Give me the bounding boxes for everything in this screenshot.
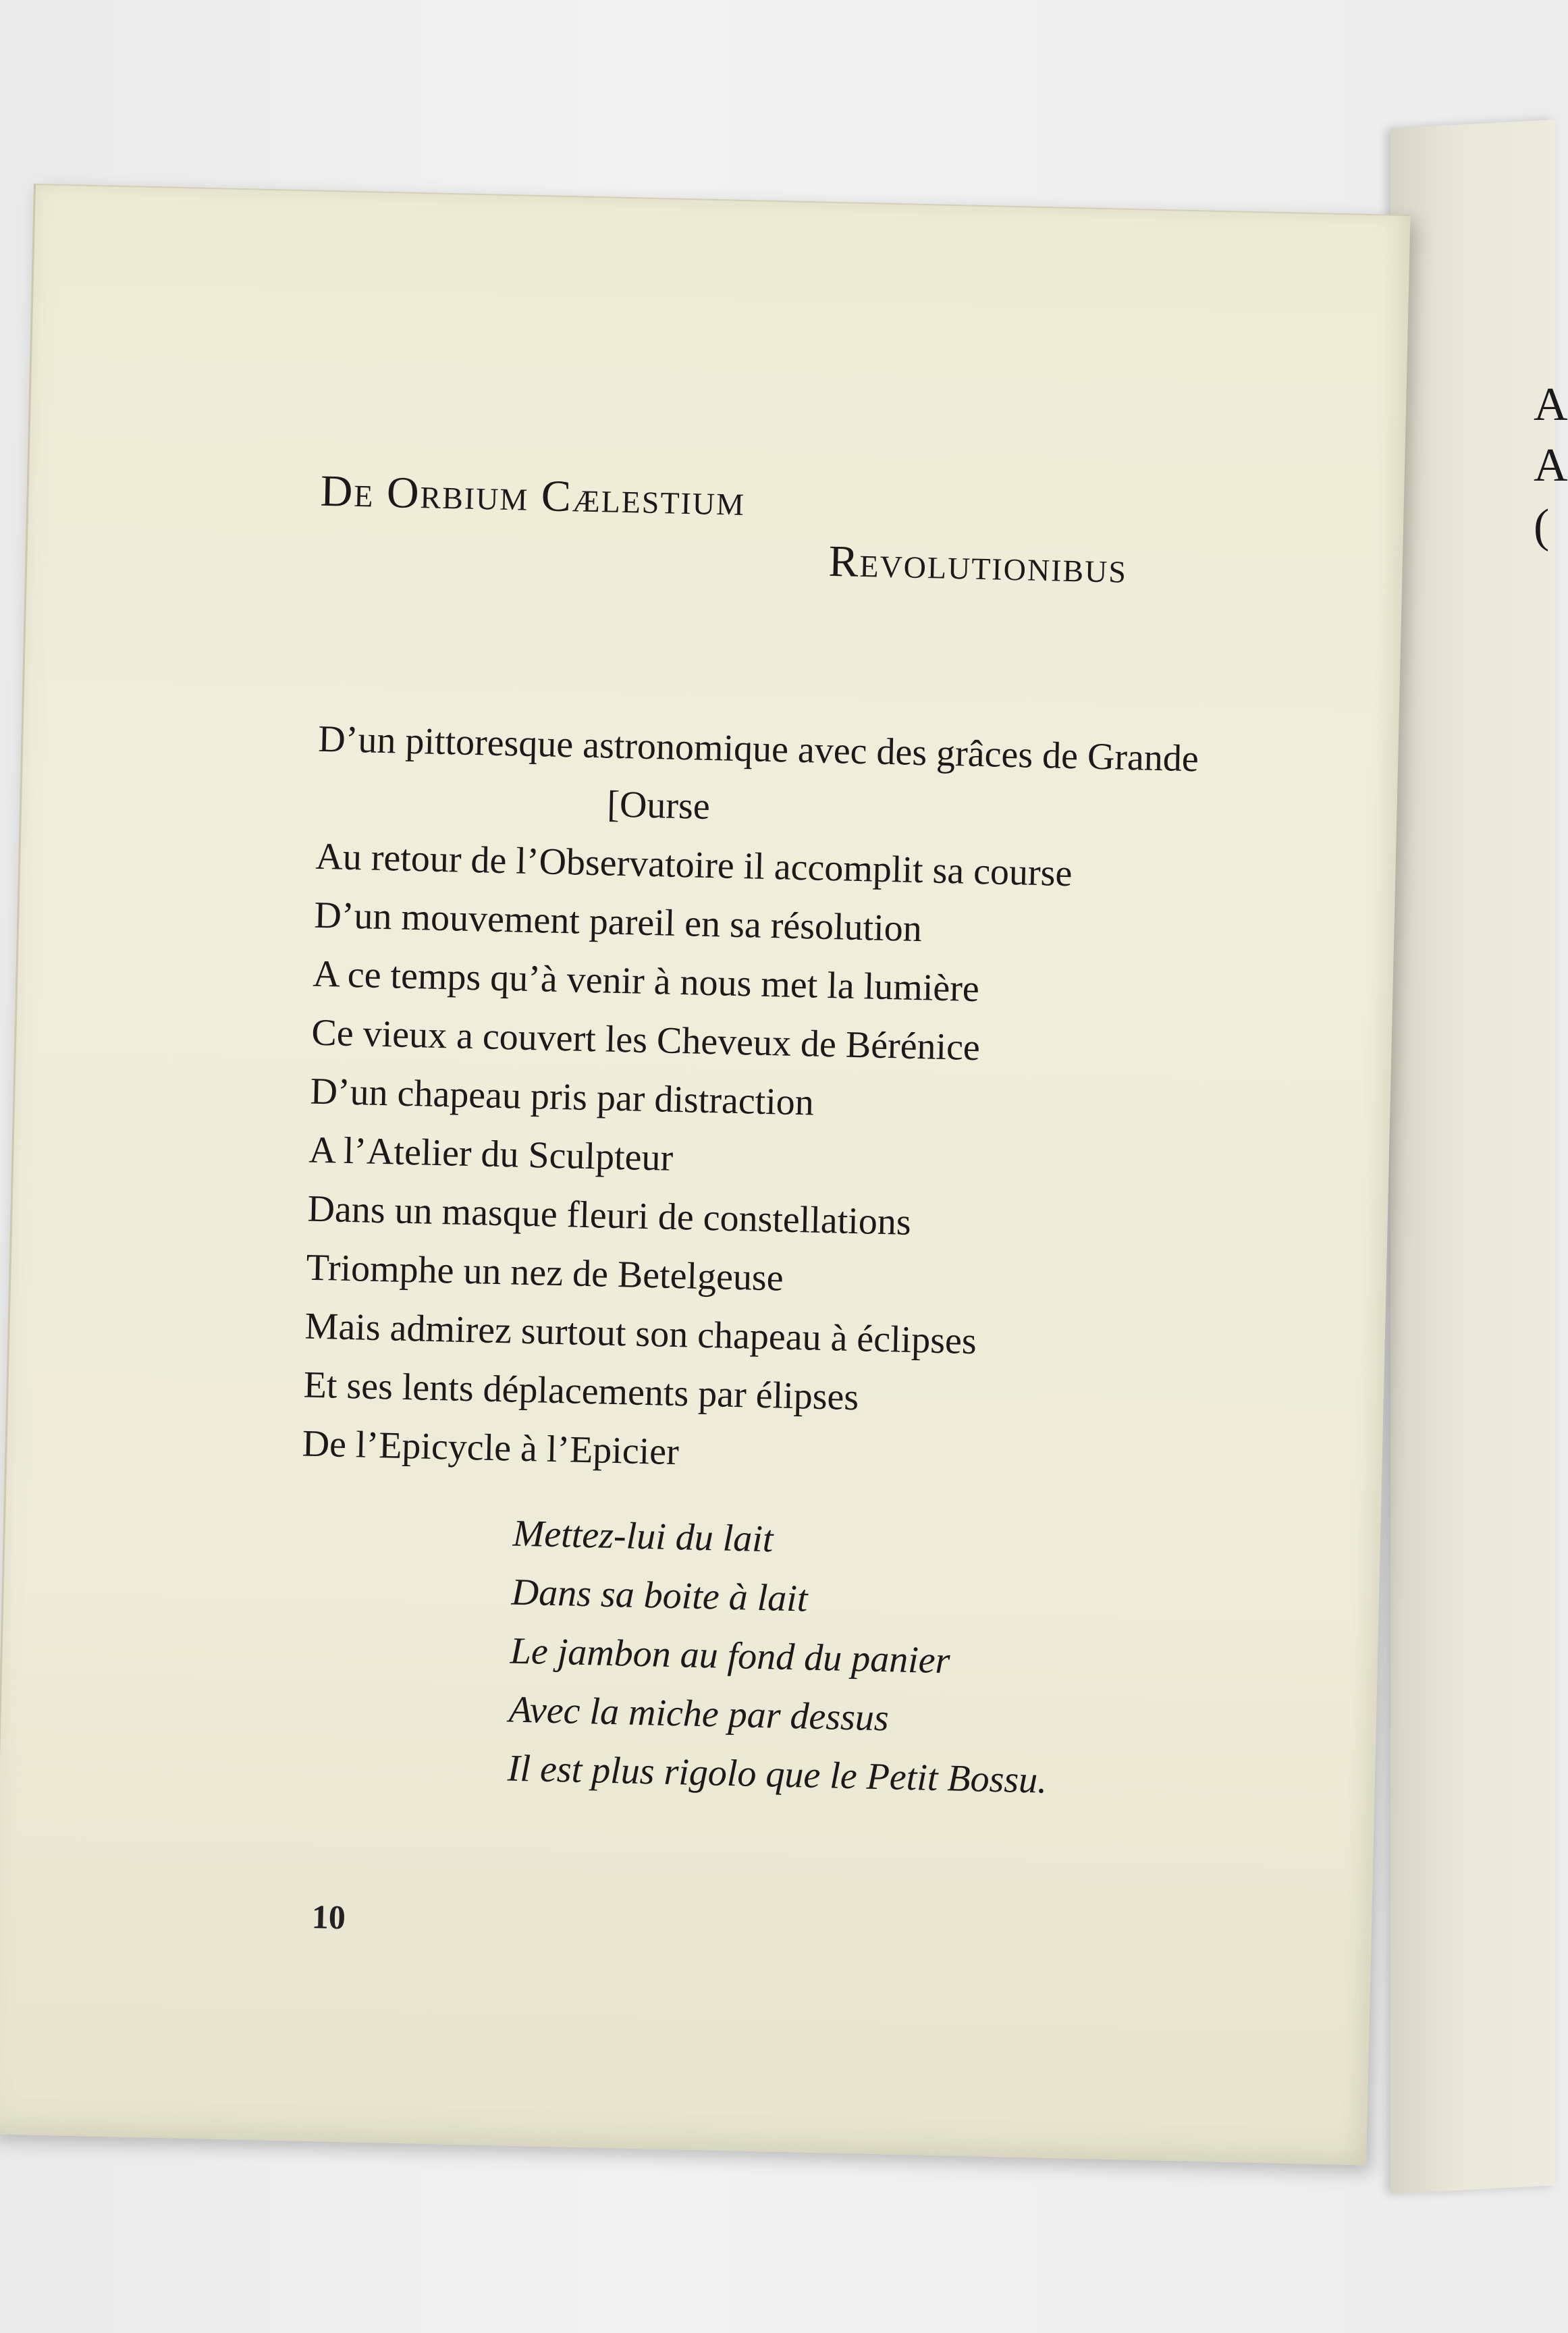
poem-line: Mais admirez surtout son chapeau à éclipses bbox=[304, 1305, 977, 1363]
poem-line-continuation: [Ourse bbox=[606, 783, 711, 828]
poem-stanza bbox=[302, 710, 1199, 1493]
poem-title-line-2 bbox=[828, 536, 1128, 594]
title-text: De Orbium Cælestium bbox=[319, 466, 746, 526]
poem-line: D’un mouvement pareil en sa résolution bbox=[313, 894, 923, 950]
page-number: 10 bbox=[311, 1898, 346, 1937]
poem-title-line-1 bbox=[320, 466, 746, 527]
title-text: Revolutionibus bbox=[828, 536, 1128, 593]
book-page bbox=[0, 184, 1410, 2166]
facing-page-letter: A bbox=[1534, 379, 1568, 431]
refrain-line: Dans sa boite à lait bbox=[511, 1571, 809, 1620]
poem-line: Triomphe un nez de Betelgeuse bbox=[305, 1246, 784, 1299]
poem-refrain bbox=[507, 1505, 1053, 1811]
poem-line: Et ses lents déplacements par élipses bbox=[303, 1364, 859, 1419]
refrain-line: Avec la miche par dessus bbox=[508, 1688, 890, 1740]
refrain-line: Le jambon au fond du panier bbox=[510, 1630, 951, 1682]
facing-page-letter: ( bbox=[1534, 500, 1550, 552]
poem-line: D’un chapeau pris par distraction bbox=[309, 1070, 815, 1124]
poem-line: Au retour de l’Observatoire il accomplit sa course bbox=[315, 835, 1073, 895]
facing-page bbox=[1390, 119, 1555, 2194]
poem-line: Ce vieux a couvert les Cheveux de Bérénice bbox=[310, 1011, 981, 1069]
poem-line: Dans un masque fleuri de constellations bbox=[306, 1187, 912, 1243]
facing-page-letter: A bbox=[1534, 439, 1568, 491]
poem-line: De l’Epicycle à l’Epicier bbox=[302, 1422, 680, 1474]
poem-line: A ce temps qu’à venir à nous met la lumière bbox=[312, 953, 980, 1011]
poem-line: D’un pittoresque astronomique avec des grâces de Grande bbox=[317, 718, 1199, 780]
refrain-line: Il est plus rigolo que le Petit Bossu. bbox=[507, 1747, 1048, 1802]
refrain-line: Mettez-lui du lait bbox=[512, 1512, 774, 1561]
poem-line: A l’Atelier du Sculpteur bbox=[308, 1129, 674, 1179]
